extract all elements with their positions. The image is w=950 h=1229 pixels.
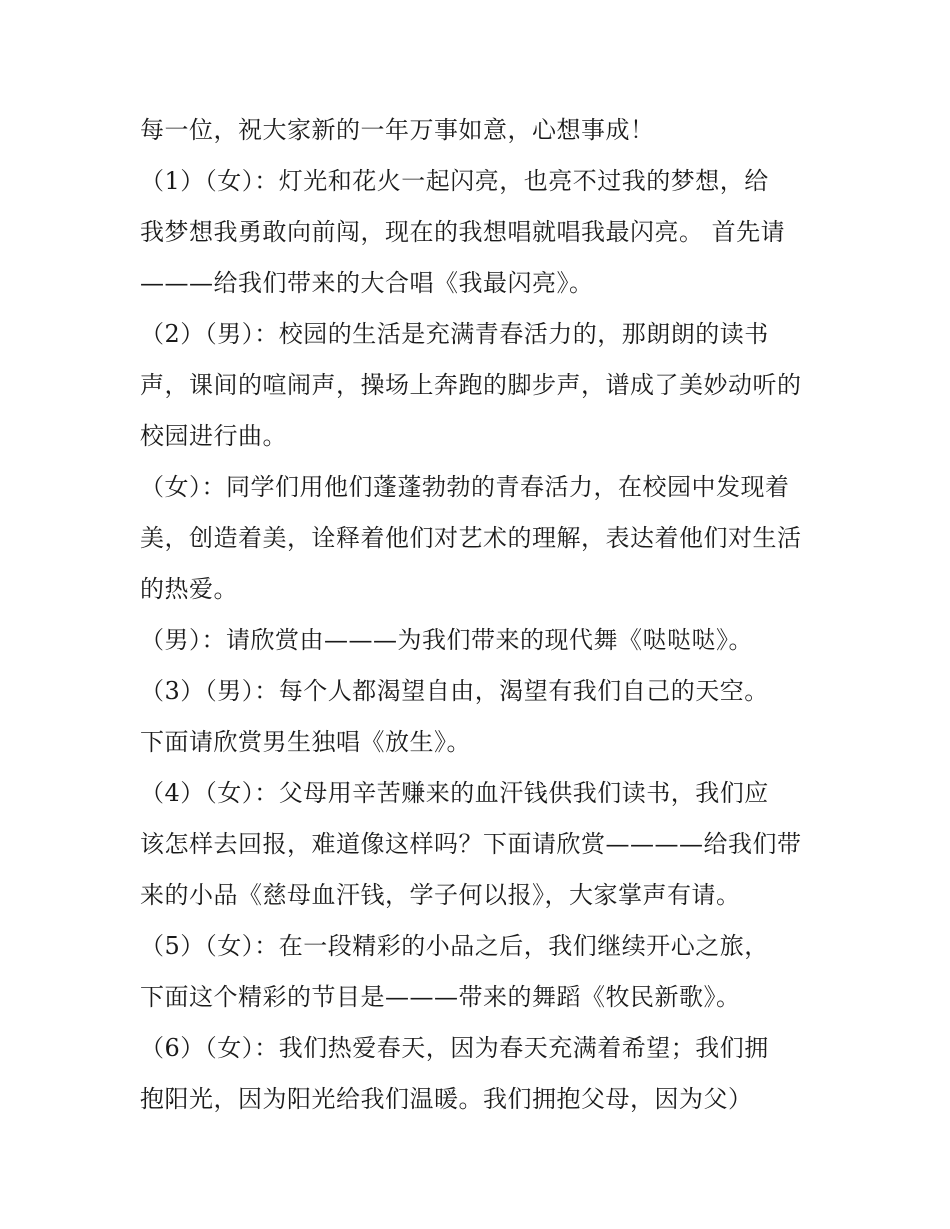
text-line: （1）（女）：灯光和花火一起闪亮，也亮不过我的梦想，给 [140, 167, 769, 195]
text-line: 每一位，祝大家新的一年万事如意，心想事成！ [140, 116, 655, 144]
text-line: 下面请欣赏男生独唱《放生》。 [140, 728, 471, 756]
text-line: （3）（男）：每个人都渴望自由，渴望有我们自己的天空。 [140, 677, 769, 705]
text-line: （4）（女）：父母用辛苦赚来的血汗钱供我们读书，我们应 [140, 779, 769, 807]
text-line: 美，创造着美，诠释着他们对艺术的理解，表达着他们对生活 [140, 524, 802, 552]
text-line: ———给我们带来的大合唱《我最闪亮》。 [140, 269, 594, 297]
text-line: 下面这个精彩的节目是———带来的舞蹈《牧民新歌》。 [140, 983, 741, 1011]
text-line: （男）：请欣赏由———为我们带来的现代舞《哒哒哒》。 [140, 626, 753, 654]
text-line: 该怎样去回报，难道像这样吗？下面请欣赏————给我们带 [140, 830, 802, 858]
text-line: 来的小品《慈母血汗钱，学子何以报》，大家掌声有请。 [140, 881, 741, 909]
text-line: （2）（男）：校园的生活是充满青春活力的，那朗朗的读书 [140, 320, 769, 348]
text-line: （6）（女）：我们热爱春天，因为春天充满着希望；我们拥 [140, 1034, 769, 1062]
text-line: （女）：同学们用他们蓬蓬勃勃的青春活力，在校园中发现着 [140, 473, 790, 501]
document-body [140, 105, 820, 1125]
text-line: （5）（女）：在一段精彩的小品之后，我们继续开心之旅， [140, 932, 769, 960]
text-line: 声，课间的喧闹声，操场上奔跑的脚步声，谱成了美妙动听的 [140, 371, 802, 399]
text-line: 校园进行曲。 [140, 422, 287, 450]
text-line: 抱阳光，因为阳光给我们温暖。我们拥抱父母，因为父） [140, 1085, 753, 1113]
text-line: 我梦想我勇敢向前闯，现在的我想唱就唱我最闪亮。 首先请 [140, 218, 786, 246]
text-line: 的热爱。 [140, 575, 238, 603]
